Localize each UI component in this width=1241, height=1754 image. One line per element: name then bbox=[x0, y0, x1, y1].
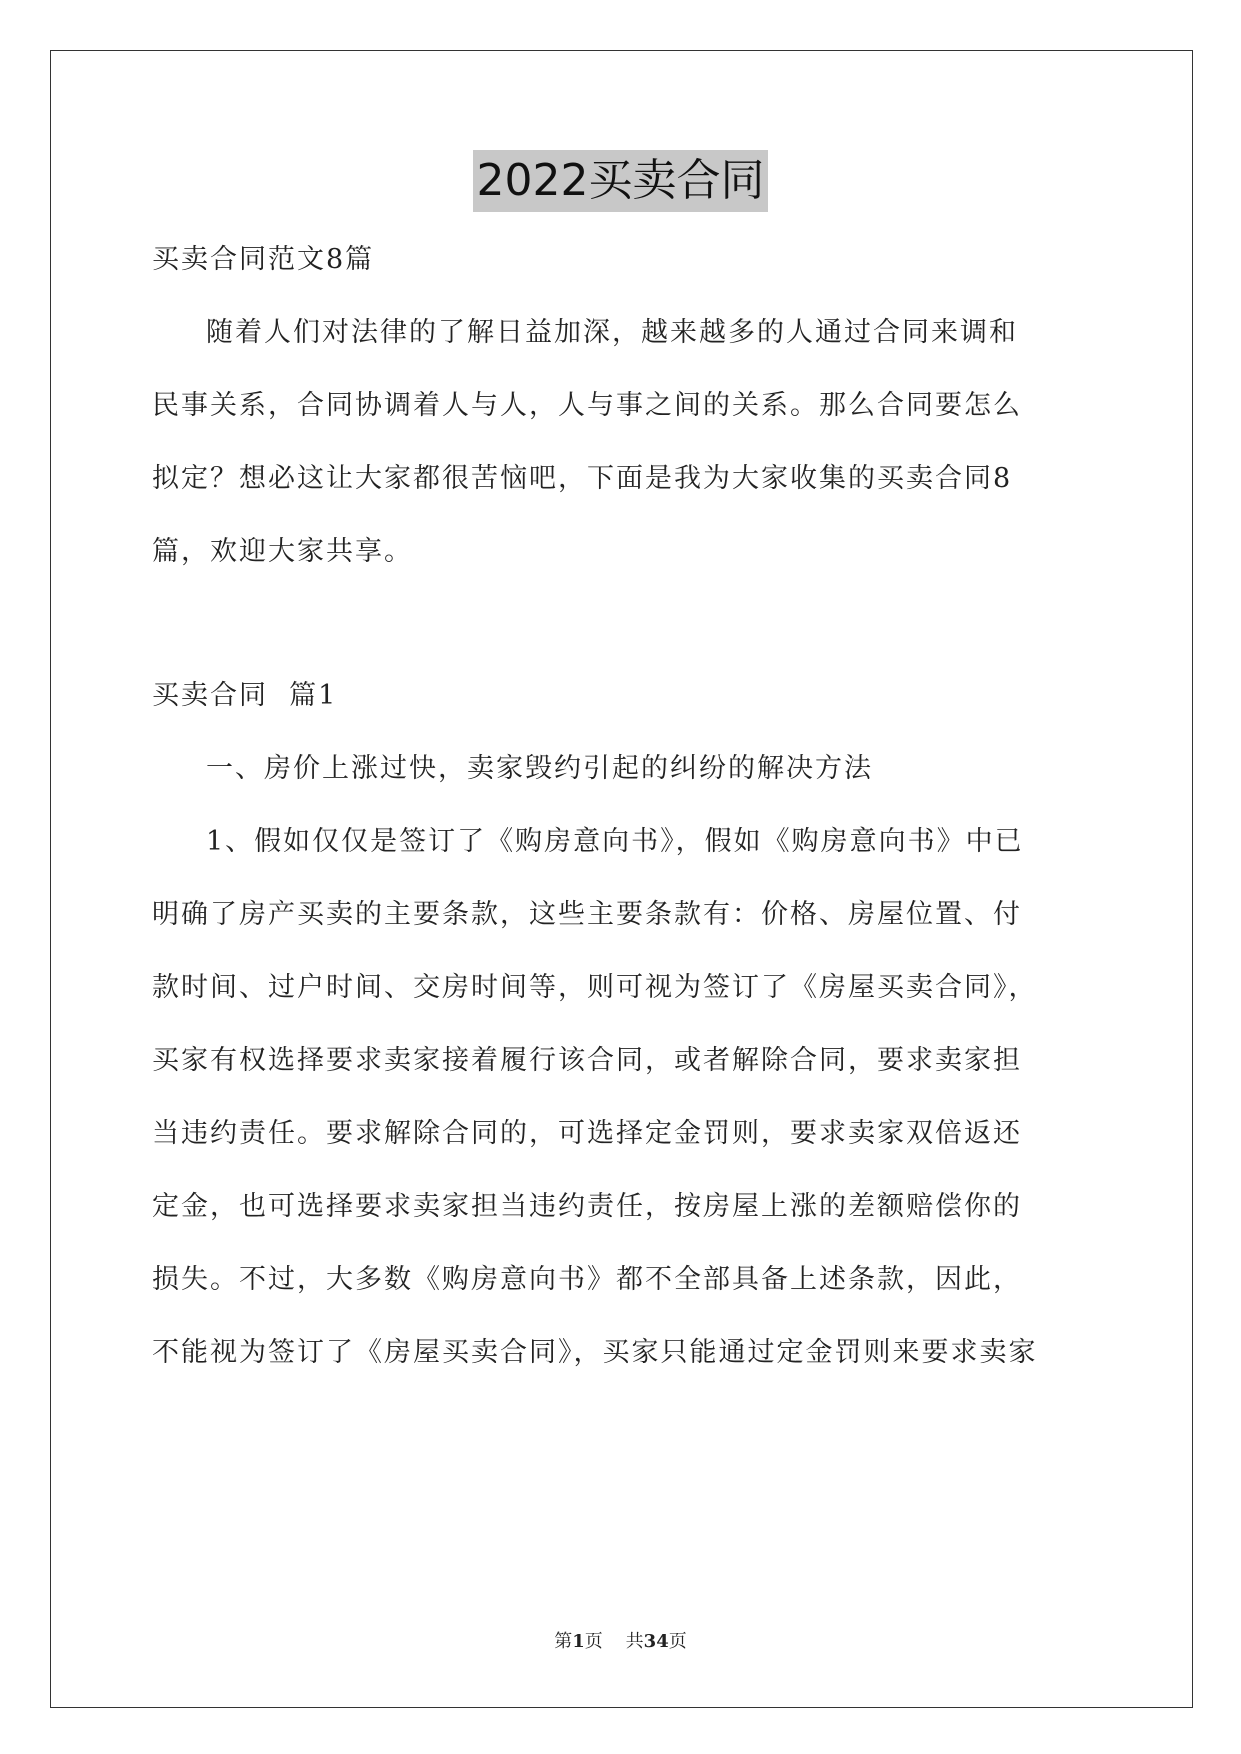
footer-page-prefix: 第 bbox=[554, 1631, 573, 1652]
intro-line-2: 民事关系，合同协调着人与人，人与事之间的关系。那么合同要怎么 bbox=[152, 390, 1022, 421]
body-line-4: 买家有权选择要求卖家接着履行该合同，或者解除合同，要求卖家担 bbox=[152, 1045, 1022, 1076]
body-line-2: 明确了房产买卖的主要条款，这些主要条款有：价格、房屋位置、付 bbox=[152, 899, 1022, 930]
footer-total-prefix: 共 bbox=[625, 1631, 644, 1652]
document-title: 2022买卖合同 bbox=[473, 150, 769, 212]
body-line-7: 损失。不过，大多数《购房意向书》都不全部具备上述条款，因此， bbox=[152, 1264, 1022, 1295]
body-line-6: 定金，也可选择要求卖家担当违约责任，按房屋上涨的差额赔偿你的 bbox=[152, 1191, 1022, 1222]
footer-page-suffix: 页 bbox=[584, 1631, 603, 1652]
intro-line-3: 拟定？想必这让大家都很苦恼吧，下面是我为大家收集的买卖合同8 bbox=[152, 463, 1013, 494]
body-line-1: 1、假如仅仅是签订了《购房意向书》，假如《购房意向书》中已 bbox=[206, 826, 1024, 857]
body-line-8: 不能视为签订了《房屋买卖合同》，买家只能通过定金罚则来要求卖家 bbox=[152, 1337, 1038, 1368]
title-container bbox=[0, 150, 1241, 212]
page-border bbox=[50, 50, 1193, 1708]
footer-total-suffix: 页 bbox=[668, 1631, 687, 1652]
footer-page-number: 1 bbox=[572, 1631, 585, 1652]
section-subheading: 一、房价上涨过快，卖家毁约引起的纠纷的解决方法 bbox=[206, 753, 873, 784]
body-line-5: 当违约责任。要求解除合同的，可选择定金罚则，要求卖家双倍返还 bbox=[152, 1118, 1022, 1149]
footer-total-pages: 34 bbox=[643, 1631, 669, 1652]
body-line-3: 款时间、过户时间、交房时间等，则可视为签订了《房屋买卖合同》， bbox=[152, 972, 1038, 1003]
section-heading: 买卖合同 篇1 bbox=[152, 680, 338, 711]
intro-line-4: 篇，欢迎大家共享。 bbox=[152, 536, 413, 567]
document-subtitle: 买卖合同范文8篇 bbox=[152, 244, 375, 275]
intro-line-1: 随着人们对法律的了解日益加深，越来越多的人通过合同来调和 bbox=[206, 317, 1018, 348]
page-footer bbox=[0, 1630, 1241, 1654]
